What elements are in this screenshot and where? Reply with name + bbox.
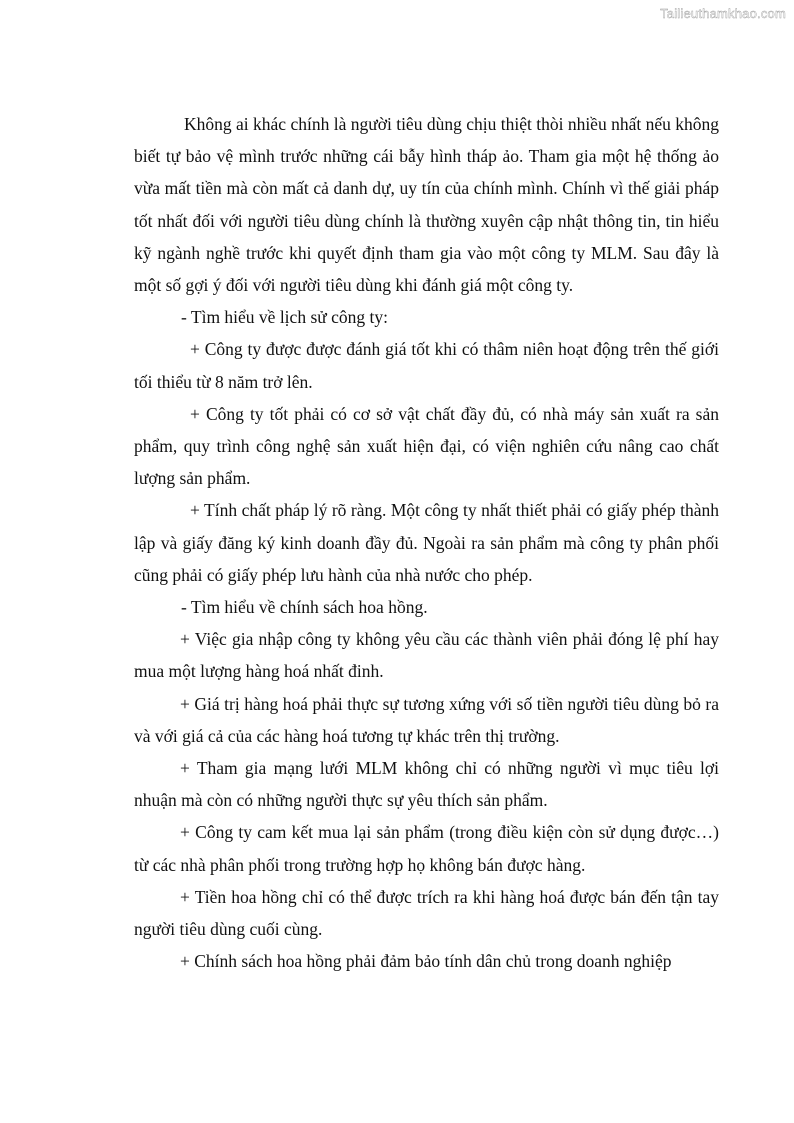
commission-item-5: + Tiền hoa hồng chỉ có thể được trích ra khi hàng hoá được bán đến tận tay người tiêu dùng cuối cùng. xyxy=(134,886,719,940)
intro-paragraph: Không ai khác chính là người tiêu dùng chịu thiệt thòi nhiều nhất nếu không biết tự bảo vệ mình trước những cái bẫy hình tháp ảo. Tham gia một hệ thống ảo vừa mất tiền mà còn mất cả danh dự, uy tín của chính mình. Chính vì thế giải pháp tốt nhất đối với người tiêu dùng chính là thường xuyên cập nhật thông tin, tin hiểu kỹ ngành nghề trước khi quyết định tham gia vào một công ty MLM. Sau đây là một số gợi ý đối với người tiêu dùng khi đánh giá một công ty. xyxy=(134,114,719,296)
watermark-text: Tailieuthamkhao.com xyxy=(660,6,786,21)
history-heading: - Tìm hiểu về lịch sử công ty: xyxy=(181,307,388,328)
history-item-1: + Công ty được được đánh giá tốt khi có thâm niên hoạt động trên thế giới tối thiểu từ 8 năm trở lên. xyxy=(134,339,719,392)
commission-item-1: + Việc gia nhập công ty không yêu cầu các thành viên phải đóng lệ phí hay mua một lượng hàng hoá nhất đinh. xyxy=(134,629,719,682)
history-item-3: + Tính chất pháp lý rõ ràng. Một công ty nhất thiết phải có giấy phép thành lập và giấy đăng ký kinh doanh đầy đủ. Ngoài ra sản phẩm mà công ty phân phối cũng phải có giấy phép lưu hành của nhà nước cho phép. xyxy=(134,500,719,585)
commission-item-6: + Chính sách hoa hồng phải đảm bảo tính dân chủ trong doanh nghiệp xyxy=(180,951,672,972)
document-body xyxy=(134,108,719,977)
commission-item-2: + Giá trị hàng hoá phải thực sự tương xứng với số tiền người tiêu dùng bỏ ra và với giá cả của các hàng hoá tương tự khác trên thị trường. xyxy=(134,693,719,746)
commission-heading: - Tìm hiểu về chính sách hoa hồng. xyxy=(181,597,428,618)
commission-item-4: + Công ty cam kết mua lại sản phẩm (trong điều kiện còn sử dụng được…) từ các nhà phân phối trong trường hợp họ không bán được hàng. xyxy=(134,822,719,875)
commission-item-3: + Tham gia mạng lưới MLM không chỉ có những người vì mục tiêu lợi nhuận mà còn có những người thực sự yêu thích sản phẩm. xyxy=(134,758,719,811)
history-item-2: + Công ty tốt phải có cơ sở vật chất đầy đủ, có nhà máy sản xuất ra sản phẩm, quy trình công nghệ sản xuất hiện đại, có viện nghiên cứu nâng cao chất lượng sản phẩm. xyxy=(134,403,719,489)
